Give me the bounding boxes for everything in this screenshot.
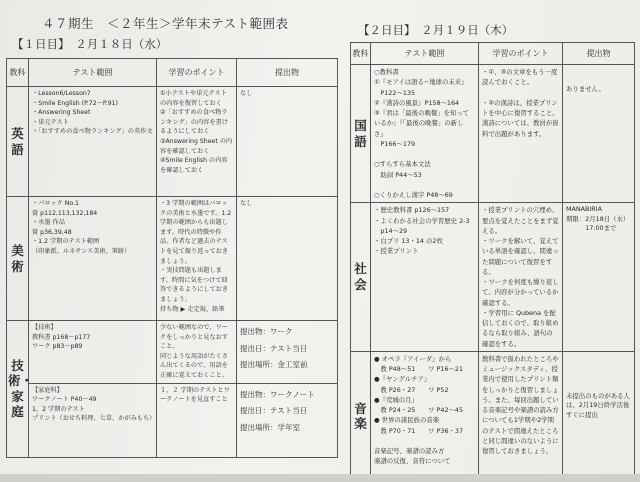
header-subject: 教科 — [7, 59, 29, 87]
page-title: ４７期生 ＜２年生＞学年末テスト範囲表 — [42, 16, 289, 31]
header-homework: 提出物 — [237, 59, 338, 87]
table-row — [351, 65, 635, 203]
subject-art: 美術 — [7, 197, 29, 321]
table-row — [7, 197, 338, 321]
homework-social-studies: MANABIRIA 期限：2月18日（水） 17:00まで — [563, 203, 635, 352]
subject-tech-home: 技術・家庭 — [7, 321, 29, 458]
homework-art: なし — [237, 197, 338, 321]
subject-english: 英語 — [7, 87, 29, 197]
range-social-studies: ・歴史教科書 p126〜157 ・よくわかる社会の学習歴史 2-3 p14〜29 ・白プリ 13・14 の2枚 ・授業プリント — [371, 203, 479, 352]
homework-music: 未提出のものがある人は、2月19日終学活後すぐに提出 — [563, 351, 635, 481]
header-points: 学習のポイント — [157, 59, 237, 87]
subject-japanese: 国語 — [351, 65, 371, 203]
header-homework: 提出物 — [563, 43, 635, 65]
table-row — [351, 203, 635, 352]
table-row — [7, 321, 338, 384]
range-technology: 【技術】 教科書 p168〜p177 ワーク p83〜p89 — [29, 321, 157, 384]
homework-japanese: ありません。 — [563, 65, 635, 203]
day2-table — [350, 42, 635, 482]
points-art: ・3 学期の範囲はバロックの美術と水墨です。1.2 学期の範囲からも出題します。時代の特徴や作品、作者など過去のテストを見て振り返っておきましょう。 ・実技問題も出題します。時間に気をつけて回答できるようにしておきましょう。 持ち物 ▶ 走定規、鉛筆 — [157, 197, 237, 321]
range-art: ・パロック No.1 資 p112,113,132,184 ・水墨 作品 資 p36,39,48 ・1.2 学期のテスト範囲 （印象派、ルネサンス美術、筆跡） — [29, 197, 157, 321]
homework-english: なし — [237, 87, 338, 197]
points-music: 教科書で扱われたところやミュージックスタディ、授業内で使用したプリント類をしっかりと復習しましょう。また、毎回出題している音楽記号や楽譜の読み方についても1学期や2学期のテストで間違えたところと同じ間違いのないように復習しておきましょう。 — [479, 351, 563, 481]
range-home-economics: 【家庭科】 ワークノート P40〜49 1，2 学期のテスト プリント（おせち料理、七草、かがみもち） — [29, 383, 157, 457]
table-row — [7, 87, 338, 197]
points-english: ①小テストや単元テストの内容を復習しておく ②「おすすめの食べ物ランキング」の内容を書けるようにしておく ③Answering Sheet の内容を確認しておく ④Smile English の内容を確認しておく — [157, 87, 237, 197]
header-range: テスト範囲 — [371, 43, 479, 65]
points-technology: 少ない範囲なので、ワークをしっかりと見なおすこと。 同じような用語がたくさん出てくるので、用語を正確に覚えておくこと。 — [157, 321, 237, 384]
subject-social-studies: 社会 — [351, 203, 371, 352]
range-english: ・Lesson6/Lesson7 ・Smile English (P.72〜P.91) ・Answering Sheet ・単元テスト ・「おすすめの食べ物ランキング」の英作文 — [29, 87, 157, 197]
header-points: 学習のポイント — [479, 43, 563, 65]
subject-music: 音楽 — [351, 351, 371, 481]
table-row — [7, 383, 338, 457]
header-subject: 教科 — [351, 43, 371, 65]
points-japanese: ・①、③の文章をもう一度読んでおくこと。 ・②の漢詩は、授業プリントを中心に復習すること。漢詩については、教員が資料で出題があります。 — [479, 65, 563, 203]
points-home-economics: １，２ 学期のテストとワークノートを見直すこと — [157, 383, 237, 457]
header-range: テスト範囲 — [29, 59, 157, 87]
homework-technology: 提出物：ワーク 提出日：テスト当日 提出場所：金工室前 — [237, 321, 338, 384]
range-music: ● オペラ『アイーダ』から 教 P48〜51 ワ P16〜21 ●『ヤングルチア』 教 P26・27 ワ P52 ●『荒城の月』 教 P24・25 ワ P42〜45 ● 世界の諸民族の音楽 教 P70・71 ワ P36・37 音楽記号、楽譜の読み方 楽譜の反復、音符について — [371, 351, 479, 481]
points-social-studies: ・授業プリントの穴埋め、要点を覚えたことをまず覚える。 ・ワークを解いて、覚えている単語を確認し、間違った問題について復習をする。 ・ワークを何度も繰り返して、内容が分かっているか確認する。 ・学習用に Qubena を配信しておくので、取り組めるなら取り組み、語句の確認をする。 — [479, 203, 563, 352]
homework-home-economics: 提出物：ワークノート 提出日：テスト当日 提出場所：学年室 — [237, 383, 338, 457]
day1-heading: 【１日目】 ２月１８日（水） — [12, 37, 168, 51]
table-row — [351, 351, 635, 481]
day2-heading: 【２日目】 ２月１９日（木） — [358, 23, 514, 37]
day1-table — [6, 58, 338, 458]
range-japanese: ○教科書 ①『モアイは語る−地球の未来』 P122〜135 ②『漢詩の風景』P158〜164 ③『君は「最後の晩餐」を知っているか』『「最後の晩餐」の新しさ』 P166〜179 ○すらすら基本文法 助詞 P44〜53 ○くりかえし漢字 P48〜69 — [371, 65, 479, 203]
desk-edge — [0, 474, 640, 482]
